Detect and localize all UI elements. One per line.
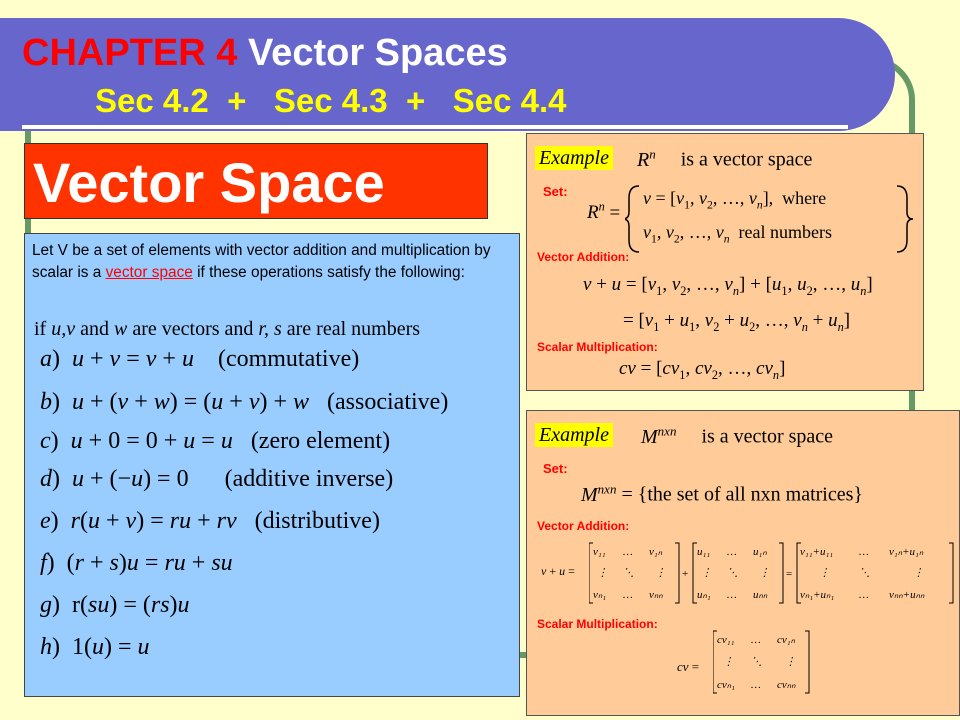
example-rn-panel bbox=[526, 133, 924, 391]
section-subtitle: Sec 4.2 + Sec 4.3 + Sec 4.4 bbox=[95, 82, 567, 119]
set-definition-2: $M^{nxn} = \{the$ set of all nxn matrices} bbox=[581, 481, 863, 506]
svg-text:⋮: ⋮ bbox=[597, 567, 608, 579]
svg-text:u₁₁: u₁₁ bbox=[697, 546, 711, 558]
matrix-addition-lhs: v + u = bbox=[541, 564, 575, 578]
svg-text:+: + bbox=[682, 568, 689, 580]
axiom-b: b) u + (v + w) = (u + v) + w (associative) bbox=[40, 389, 449, 415]
svg-text:⋮: ⋮ bbox=[655, 567, 666, 579]
scalar-matrix-lhs: cv = bbox=[677, 659, 700, 674]
svg-text:⋮: ⋮ bbox=[913, 567, 924, 579]
svg-text:vₙ₁: vₙ₁ bbox=[593, 589, 607, 601]
definition-intro-end: if these operations satisfy the following: bbox=[197, 264, 465, 281]
axiom-a: a) u + v = v + u (commutative) bbox=[40, 346, 360, 372]
definition-panel bbox=[24, 233, 520, 697]
axiom-f: f) (r + s)u = ru + su bbox=[40, 550, 233, 576]
set-definition: $R^n$ = bbox=[587, 200, 621, 224]
svg-text:…: … bbox=[859, 546, 869, 558]
svg-text:cvₙₙ: cvₙₙ bbox=[777, 679, 796, 691]
svg-text:vₙₙ: vₙₙ bbox=[649, 589, 663, 601]
svg-text:⋱: ⋱ bbox=[727, 567, 738, 579]
axiom-e: e) r(u + v) = ru + rv (distributive) bbox=[40, 508, 380, 534]
set-label: Set: bbox=[543, 184, 568, 199]
svg-text:⋮: ⋮ bbox=[723, 656, 734, 668]
example-label: Example bbox=[535, 146, 613, 170]
svg-text:…: … bbox=[623, 546, 633, 558]
svg-text:⋱: ⋱ bbox=[859, 567, 870, 579]
slide-title: Vector Space bbox=[33, 151, 385, 214]
svg-text:uₙₙ: uₙₙ bbox=[753, 589, 768, 601]
example-mnxn-panel bbox=[526, 410, 960, 716]
svg-text:cvₙ₁: cvₙ₁ bbox=[717, 679, 735, 691]
example-statement: $R^n$ is a vector space bbox=[637, 146, 813, 171]
set-line-1: $v = [v_1$, $v_2$, …, $v_n$], where bbox=[643, 188, 827, 212]
matrix-addition bbox=[589, 541, 955, 605]
axiom-d: d) u + (−u) = 0 (additive inverse) bbox=[40, 466, 394, 492]
svg-text:v₁₁+u₁₁: v₁₁+u₁₁ bbox=[800, 546, 834, 558]
chapter-label: CHAPTER 4 bbox=[22, 32, 238, 74]
axiom-c: c) u + 0 = 0 + u = u (zero element) bbox=[40, 428, 391, 454]
svg-text:…: … bbox=[751, 634, 761, 646]
svg-text:v₁₁: v₁₁ bbox=[593, 546, 606, 558]
set-line-2: $v_1$, $v_2$, …, $v_n$ real numbers bbox=[643, 222, 832, 246]
svg-text:vₙₙ+uₙₙ: vₙₙ+uₙₙ bbox=[889, 589, 925, 601]
axiom-h: h) 1(u) = u bbox=[40, 634, 150, 660]
vector-space-term: vector space bbox=[105, 264, 193, 281]
set-label-2: Set: bbox=[543, 461, 568, 476]
page-title bbox=[22, 32, 508, 75]
example-statement-2: $M^{nxn}$ is a vector space bbox=[641, 423, 834, 448]
svg-text:⋮: ⋮ bbox=[819, 567, 830, 579]
svg-text:⋱: ⋱ bbox=[751, 656, 762, 668]
svg-text:⋱: ⋱ bbox=[623, 567, 634, 579]
title-underline bbox=[22, 125, 848, 129]
svg-text:cv₁₁: cv₁₁ bbox=[717, 634, 735, 646]
svg-text:⋮: ⋮ bbox=[785, 656, 796, 668]
vector-addition-line-1: $v + u = [v_1$, $v_2$, …, $v_n] + [u_1$, $u_2$, …, $u_n$] bbox=[583, 274, 873, 298]
svg-text:…: … bbox=[623, 589, 633, 601]
scalar-multiplication: cv = [$cv_1$, $cv_2$, …, $cv_n$] bbox=[619, 358, 786, 382]
svg-text:u₁ₙ: u₁ₙ bbox=[753, 546, 767, 558]
svg-text:…: … bbox=[727, 546, 737, 558]
vector-addition-label: Vector Addition: bbox=[537, 250, 630, 264]
scalar-multiplication-label-2: Scalar Multiplication: bbox=[537, 617, 658, 631]
scalar-multiplication-label: Scalar Multiplication: bbox=[537, 340, 658, 354]
definition-intro: Let V be a set of elements with vector addition and multiplication by scalar is a bbox=[32, 242, 491, 281]
svg-text:v₁ₙ: v₁ₙ bbox=[649, 546, 663, 558]
axiom-g: g) r(su) = (rs)u bbox=[40, 592, 190, 618]
svg-text:uₙ₁: uₙ₁ bbox=[697, 589, 711, 601]
chapter-title: Vector Spaces bbox=[247, 32, 508, 74]
svg-text:=: = bbox=[786, 568, 793, 580]
svg-text:vₙ₁+uₙ₁: vₙ₁+uₙ₁ bbox=[800, 589, 835, 601]
definition-text bbox=[32, 240, 510, 284]
svg-text:⋮: ⋮ bbox=[701, 567, 712, 579]
example-label-2: Example bbox=[535, 423, 613, 447]
svg-text:…: … bbox=[859, 589, 869, 601]
svg-text:⋮: ⋮ bbox=[759, 567, 770, 579]
svg-text:…: … bbox=[727, 589, 737, 601]
axiom-condition: if u,v and w are vectors and r, s are real numbers bbox=[34, 318, 421, 340]
svg-text:v₁ₙ+u₁ₙ: v₁ₙ+u₁ₙ bbox=[889, 546, 924, 558]
vector-addition-line-2: = [$v_1 + u_1$, $v_2 + u_2$, …, $v_n + u_n$] bbox=[623, 310, 851, 334]
svg-text:cv₁ₙ: cv₁ₙ bbox=[777, 634, 795, 646]
scalar-matrix bbox=[713, 629, 813, 695]
vector-addition-label-2: Vector Addition: bbox=[537, 519, 630, 533]
svg-text:…: … bbox=[751, 679, 761, 691]
